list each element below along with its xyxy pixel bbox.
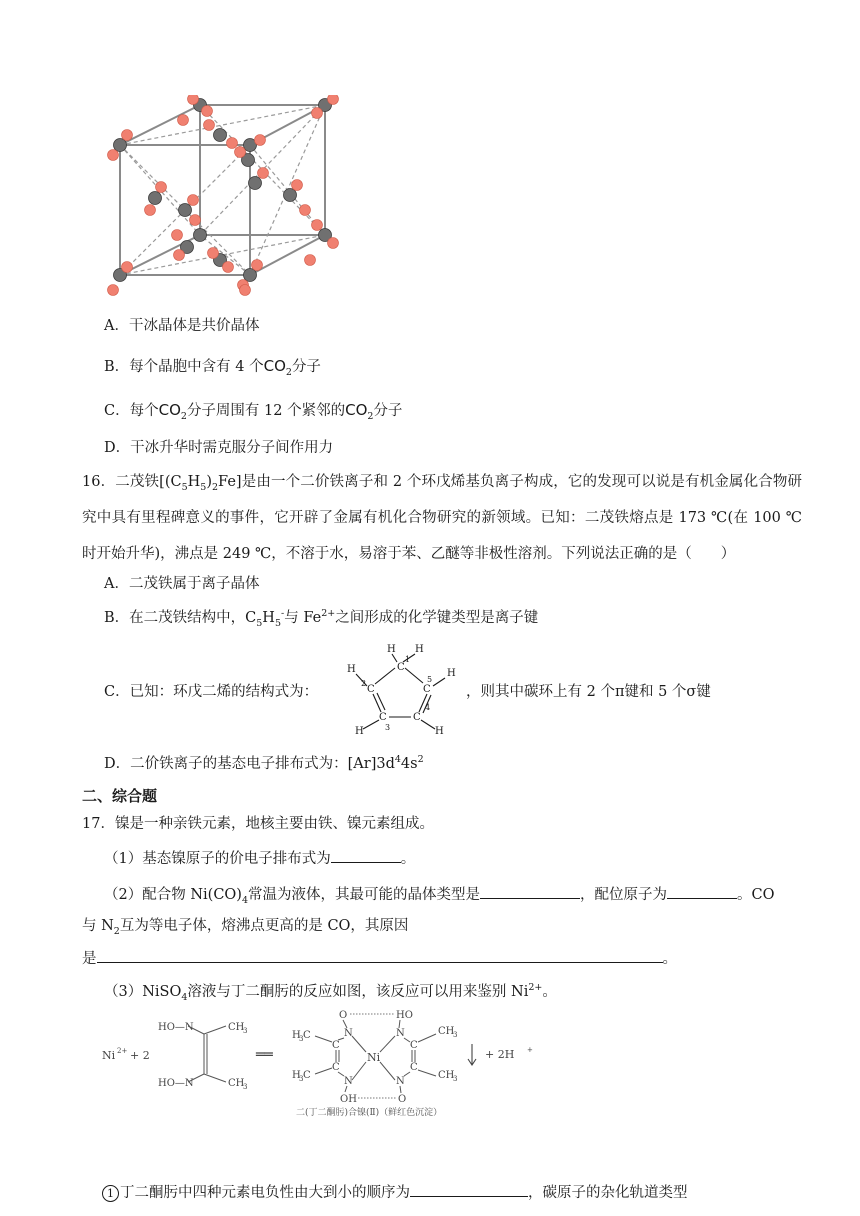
svg-text:H: H <box>292 1070 301 1081</box>
svg-text:2+: 2+ <box>117 1047 128 1055</box>
q17-part2-line1: （2）配合物 $Ni(CO)_4$常温为液体，其最可能的晶体类型是 ，配位原子为 。CO <box>104 884 775 905</box>
q16-option-d: D．二价铁离子的基态电子排布式为：$[Ar]3d^44s^2$ <box>104 754 424 772</box>
svg-text:HO—N: HO—N <box>158 1022 194 1033</box>
q15-option-a: A．干冰晶体是共价晶体 <box>104 318 260 334</box>
svg-text:C: C <box>397 662 405 673</box>
q16-stem: 16．二茂铁$[(C_5H_5)_2Fe]$是由一个二价铁离子和 2 个环戊烯基负离子构成，它的发现可以说是有机金属化合物研究中具有里程碑意义的事件，它开辟了金属有机化合物研究的新领域。已知：二茂铁熔点是 173 ℃(在 100 ℃时开始升华)，沸点是 249 ℃，不溶于水，易溶于苯、乙醚等非极性溶剂。下列说法正确的是（ ） <box>82 474 802 562</box>
svg-text:C: C <box>332 1062 340 1073</box>
svg-text:3: 3 <box>385 723 391 732</box>
answer-blank-5[interactable] <box>410 1182 528 1197</box>
answer-blank-4[interactable] <box>97 948 663 963</box>
svg-text:H: H <box>292 1030 301 1041</box>
svg-text:3: 3 <box>299 1075 304 1083</box>
svg-text:3: 3 <box>453 1075 458 1083</box>
svg-text:H: H <box>355 726 364 737</box>
svg-text:C: C <box>423 684 431 695</box>
answer-blank-1[interactable] <box>331 848 401 863</box>
q17-part2-line3: 是 。 <box>82 948 677 969</box>
svg-text:C: C <box>303 1030 311 1041</box>
q16-option-c-post: ，则其中碳环上有 2 个π键和 5 个σ键 <box>466 684 711 700</box>
svg-text:+: + <box>527 1046 533 1054</box>
svg-text:CH: CH <box>438 1070 455 1081</box>
svg-text:H: H <box>347 664 356 675</box>
cyclopentadiene-structure <box>343 640 463 740</box>
svg-text:5: 5 <box>427 675 433 684</box>
svg-text:+ 2H: + 2H <box>485 1048 515 1061</box>
q17-part3-sub1: 1 丁二酮肟中四种元素电负性由大到小的顺序为 ，碳原子的杂化轨道类型 <box>102 1182 688 1203</box>
svg-text:OH: OH <box>340 1094 357 1105</box>
circled-number-1: 1 <box>102 1185 119 1202</box>
q17-part3: （3）NiSO$_4$溶液与丁二酮肟的反应如图，该反应可以用来鉴别 $Ni^{2+}$。 <box>104 982 557 1003</box>
svg-text:C: C <box>303 1070 311 1081</box>
svg-text:N: N <box>344 1028 353 1039</box>
dry-ice-unit-cell-figure <box>95 95 345 305</box>
svg-text:二(丁二酮肟)合镍(Ⅱ)（鲜红色沉淀）: 二(丁二酮肟)合镍(Ⅱ)（鲜红色沉淀） <box>296 1108 443 1118</box>
svg-text:Ni: Ni <box>102 1049 116 1062</box>
q16-option-a: A．二茂铁属于离子晶体 <box>104 576 260 592</box>
q17-stem: 17．镍是一种亲铁元素，地核主要由铁、镍元素组成。 <box>82 816 434 832</box>
svg-text:3: 3 <box>243 1083 248 1091</box>
answer-blank-3[interactable] <box>667 884 737 899</box>
svg-text:3: 3 <box>243 1027 248 1035</box>
svg-text:HO: HO <box>396 1010 413 1021</box>
svg-text:4: 4 <box>425 703 431 712</box>
svg-text:O: O <box>398 1094 407 1105</box>
svg-text:Ni: Ni <box>367 1051 381 1064</box>
q16-option-b: B．在二茂铁结构中，$C_5H_5^-$与 $Fe^{2+}$之间形成的化学键类型是离子键 <box>104 608 539 629</box>
svg-text:H: H <box>447 668 456 679</box>
answer-blank-2[interactable] <box>480 884 580 899</box>
svg-text:C: C <box>410 1040 418 1051</box>
svg-text:C: C <box>367 684 375 695</box>
oxygen-atoms <box>108 95 339 296</box>
svg-text:H: H <box>415 644 424 655</box>
svg-text:N: N <box>344 1076 353 1087</box>
svg-text:C: C <box>379 712 387 723</box>
svg-text:1: 1 <box>405 655 411 664</box>
q17-part1: （1）基态镍原子的价电子排布式为 。 <box>104 848 415 869</box>
q15-option-c: C．每个$CO_2$分子周围有 12 个紧邻的$CO_2$分子 <box>104 401 403 422</box>
svg-text:C: C <box>410 1062 418 1073</box>
svg-text:H: H <box>387 644 396 655</box>
svg-text:3: 3 <box>299 1035 304 1043</box>
svg-text:H: H <box>435 726 444 737</box>
q16-option-c-pre: C．已知：环戊二烯的结构式为： <box>104 684 319 700</box>
svg-text:CH: CH <box>438 1026 455 1037</box>
svg-text:2: 2 <box>361 679 367 688</box>
svg-text:N: N <box>396 1076 405 1087</box>
dimethylglyoxime-nickel-reaction <box>100 1006 540 1118</box>
svg-text:CH: CH <box>228 1078 245 1089</box>
q15-option-d: D．干冰升华时需克服分子间作用力 <box>104 440 334 456</box>
section-title: 二、综合题 <box>82 787 158 805</box>
svg-text:3: 3 <box>453 1031 458 1039</box>
svg-text:HO—N: HO—N <box>158 1078 194 1089</box>
q15-option-b: B．每个晶胞中含有 4 个$CO_2$分子 <box>104 357 321 378</box>
svg-text:C: C <box>413 712 421 723</box>
svg-text:O: O <box>339 1010 348 1021</box>
svg-text:+ 2: + 2 <box>130 1049 150 1062</box>
svg-text:══: ══ <box>256 1047 273 1063</box>
svg-text:N: N <box>396 1028 405 1039</box>
svg-text:C: C <box>332 1040 340 1051</box>
q17-part2-line2: 与 $N_2$互为等电子体，熔沸点更高的是 CO，其原因 <box>82 918 409 937</box>
svg-text:CH: CH <box>228 1022 245 1033</box>
